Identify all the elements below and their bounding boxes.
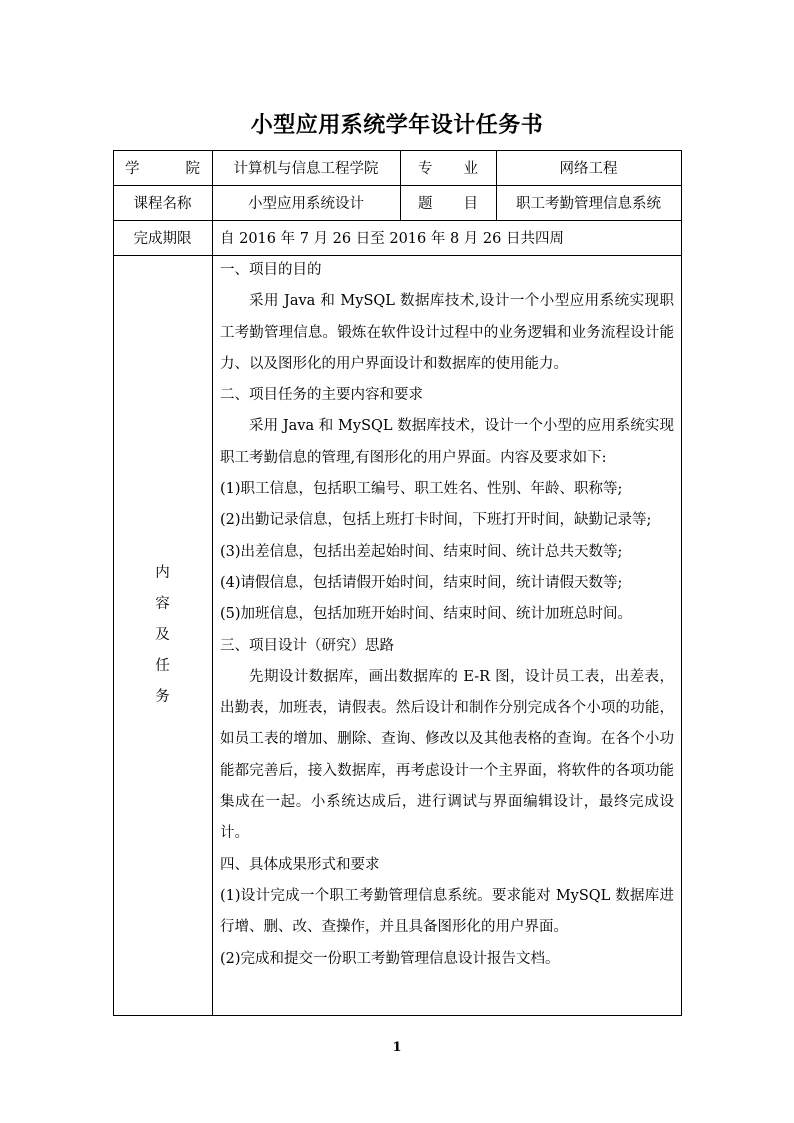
task-table (113, 150, 682, 1016)
section-paragraph: 先期设计数据库，画出数据库的 E-R 图，设计员工表，出差表，出勤表，加班表，请假表。然后设计和制作分别完成各个小项的功能，如员工表的增加、删除、查询、修改以及其他表格的查询。在各个小功能都完善后，接入数据库，再考虑设计一个主界面，将软件的各项功能集成在一起。小系统达成后，进行调试与界面编辑设计，最终完成设计。 (220, 668, 674, 842)
section-heading: 一、项目的目的 (220, 262, 322, 278)
list-item: (2)完成和提交一份职工考勤管理信息设计报告文档。 (220, 950, 560, 967)
label-char: 任 (155, 658, 170, 674)
college-label: 学 院 (125, 161, 200, 177)
section-heading: 三、项目设计（研究）思路 (220, 637, 394, 654)
section-heading: 四、具体成果形式和要求 (220, 856, 380, 873)
section-heading: 二、项目任务的主要内容和要求 (220, 387, 423, 404)
section-paragraph: 采用 Java 和 MySQL 数据库技术,设计一个小型应用系统实现职工考勤管理信息。锻炼在软件设计过程中的业务逻辑和业务流程设计能力、以及图形化的用户界面设计和数据库的使用能力。 (220, 293, 674, 372)
topic-label: 题 目 (418, 196, 478, 212)
course-value: 小型应用系统设计 (248, 196, 364, 212)
label-char: 务 (155, 689, 170, 705)
list-item: (4)请假信息，包括请假开始时间，结束时间，统计请假天数等; (220, 574, 623, 591)
course-label: 课程名称 (133, 196, 192, 212)
major-label: 专 业 (418, 161, 478, 177)
label-char: 容 (155, 596, 170, 612)
list-item: (1)职工信息，包括职工编号、职工姓名、性别、年龄、职称等; (220, 481, 623, 498)
list-item: (2)出勤记录信息，包括上班打卡时间，下班打开时间，缺勤记录等; (220, 512, 652, 529)
list-item: (1)设计完成一个职工考勤管理信息系统。要求能对 MySQL 数据库进行增、删、改、查操作，并且具备图形化的用户界面。 (220, 887, 674, 936)
label-char: 内 (155, 565, 170, 581)
period-value: 自 2016 年 7 月 26 日至 2016 年 8 月 26 日共四周 (220, 231, 564, 247)
page-number: 1 (392, 1040, 402, 1055)
list-item: (5)加班信息，包括加班开始时间、结束时间、统计加班总时间。 (220, 606, 633, 623)
topic-value: 职工考勤管理信息系统 (516, 196, 661, 212)
list-item: (3)出差信息，包括出差起始时间、结束时间、统计总共天数等; (220, 543, 623, 560)
label-char: 及 (155, 627, 170, 643)
content-and-task-label (113, 255, 212, 1016)
content-body (212, 255, 682, 975)
document-title: 小型应用系统学年设计任务书 (250, 113, 544, 138)
college-value: 计算机与信息工程学院 (233, 161, 379, 177)
major-value: 网络工程 (559, 161, 618, 177)
period-label: 完成期限 (133, 231, 192, 247)
section-paragraph: 采用 Java 和 MySQL 数据库技术，设计一个小型的应用系统实现职工考勤信息的管理,有图形化的用户界面。内容及要求如下: (220, 418, 674, 466)
